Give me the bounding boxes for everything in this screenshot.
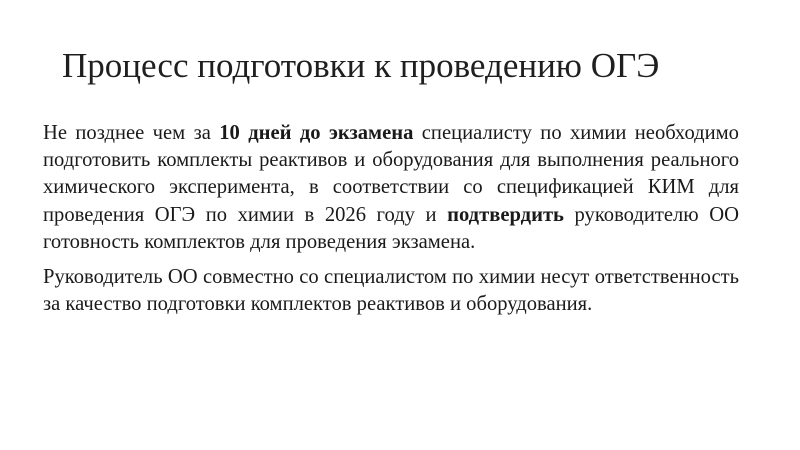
paragraph-1-text-1: Не позднее чем за bbox=[43, 122, 220, 144]
paragraph-1-text-2: специалисту по химии необходимо подготовить комплекты реактивов и оборудования для выполнения реального химического эксперимента, в соответствии со спецификацией КИМ для проведения ОГЭ по химии в 2026 году и bbox=[43, 122, 739, 226]
paragraph-deadline bbox=[43, 120, 739, 256]
confirm-emphasis: подтвердить bbox=[447, 203, 564, 226]
slide-body bbox=[43, 120, 739, 318]
paragraph-responsibility: Руководитель ОО совместно со специалистом по химии несут ответственность за качество подготовки комплектов реактивов и оборудования. bbox=[43, 266, 739, 316]
deadline-emphasis: 10 дней до экзамена bbox=[219, 122, 414, 144]
slide-title: Процесс подготовки к проведению ОГЭ bbox=[62, 46, 660, 85]
paragraph-1-text-3: руководителю ОО готовность комплектов для проведения экзамена. bbox=[43, 203, 739, 253]
